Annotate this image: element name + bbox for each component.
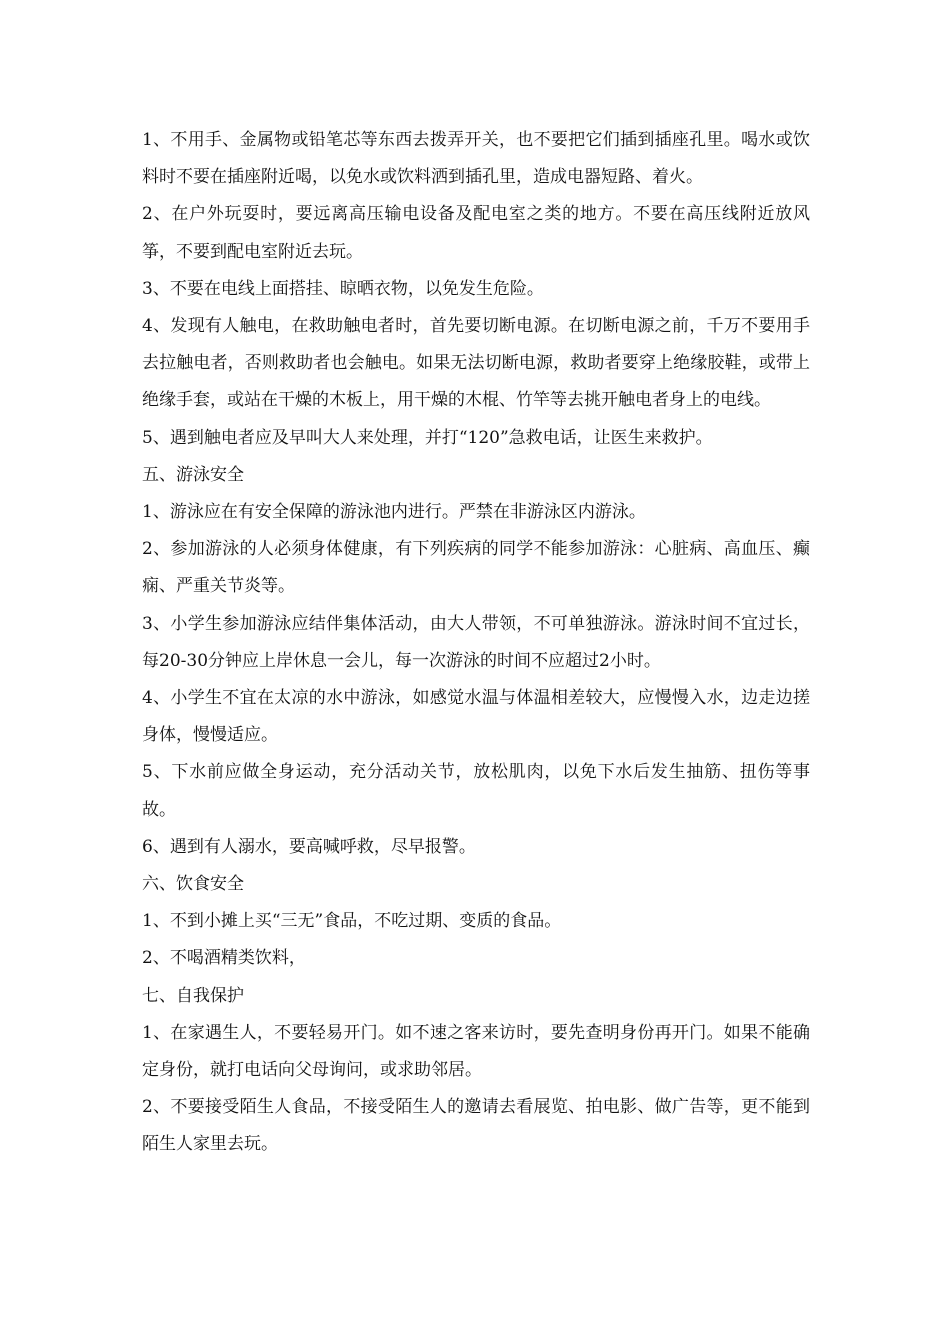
paragraph-swimming-3: 3、小学生参加游泳应结伴集体活动，由大人带领，不可单独游泳。游泳时间不宜过长，每20-30分钟应上岸休息一会儿，每一次游泳的时间不应超过2小时。 [142,613,810,671]
paragraph-swimming-4: 4、小学生不宜在太凉的水中游泳，如感觉水温与体温相差较大，应慢慢入水，边走边搓身体，慢慢适应。 [142,688,810,746]
paragraph-electric-4: 4、发现有人触电，在救助触电者时，首先要切断电源。在切断电源之前，千万不要用手去拉触电者，否则救助者也会触电。如果无法切断电源，救助者要穿上绝缘胶鞋，或带上绝缘手套，或站在干燥的木板上，用干燥的木棍、竹竿等去挑开触电者身上的电线。 [142,316,810,411]
paragraph-swimming-6: 6、遇到有人溺水，要高喊呼救，尽早报警。 [142,836,476,857]
paragraph-electric-3: 3、不要在电线上面搭挂、晾晒衣物，以免发生危险。 [142,278,544,299]
paragraph-swimming-5: 5、下水前应做全身运动，充分活动关节，放松肌肉，以免下水后发生抽筋、扭伤等事故。 [142,762,810,820]
paragraph-food-2: 2、不喝酒精类饮料， [142,948,306,969]
paragraph-electric-2: 2、在户外玩耍时，要远离高压输电设备及配电室之类的地方。不要在高压线附近放风筝，不要到配电室附近去玩。 [142,204,810,262]
paragraph-food-1: 1、不到小摊上买“三无”食品，不吃过期、变质的食品。 [142,911,562,932]
paragraph-self-protection-2: 2、不要接受陌生人食品，不接受陌生人的邀请去看展览、拍电影、做广告等，更不能到陌生人家里去玩。 [142,1097,810,1155]
paragraph-electric-1: 1、不用手、金属物或铅笔芯等东西去拨弄开关，也不要把它们插到插座孔里。喝水或饮料时不要在插座附近喝，以免水或饮料洒到插孔里，造成电器短路、着火。 [142,130,810,188]
paragraph-swimming-2: 2、参加游泳的人必须身体健康，有下列疾病的同学不能参加游泳：心脏病、高血压、癫痫、严重关节炎等。 [142,539,810,597]
paragraph-swimming-1: 1、游泳应在有安全保障的游泳池内进行。严禁在非游泳区内游泳。 [142,502,646,523]
section-heading-food: 六、饮食安全 [142,874,244,895]
section-heading-swimming: 五、游泳安全 [142,464,244,485]
section-heading-self-protection: 七、自我保护 [142,985,244,1006]
paragraph-electric-5: 5、遇到触电者应及早叫大人来处理，并打“120”急救电话，让医生来救护。 [142,427,713,448]
paragraph-self-protection-1: 1、在家遇生人，不要轻易开门。如不速之客来访时，要先查明身份再开门。如果不能确定身份，就打电话向父母询问，或求助邻居。 [142,1022,810,1081]
document-body [142,122,810,1164]
